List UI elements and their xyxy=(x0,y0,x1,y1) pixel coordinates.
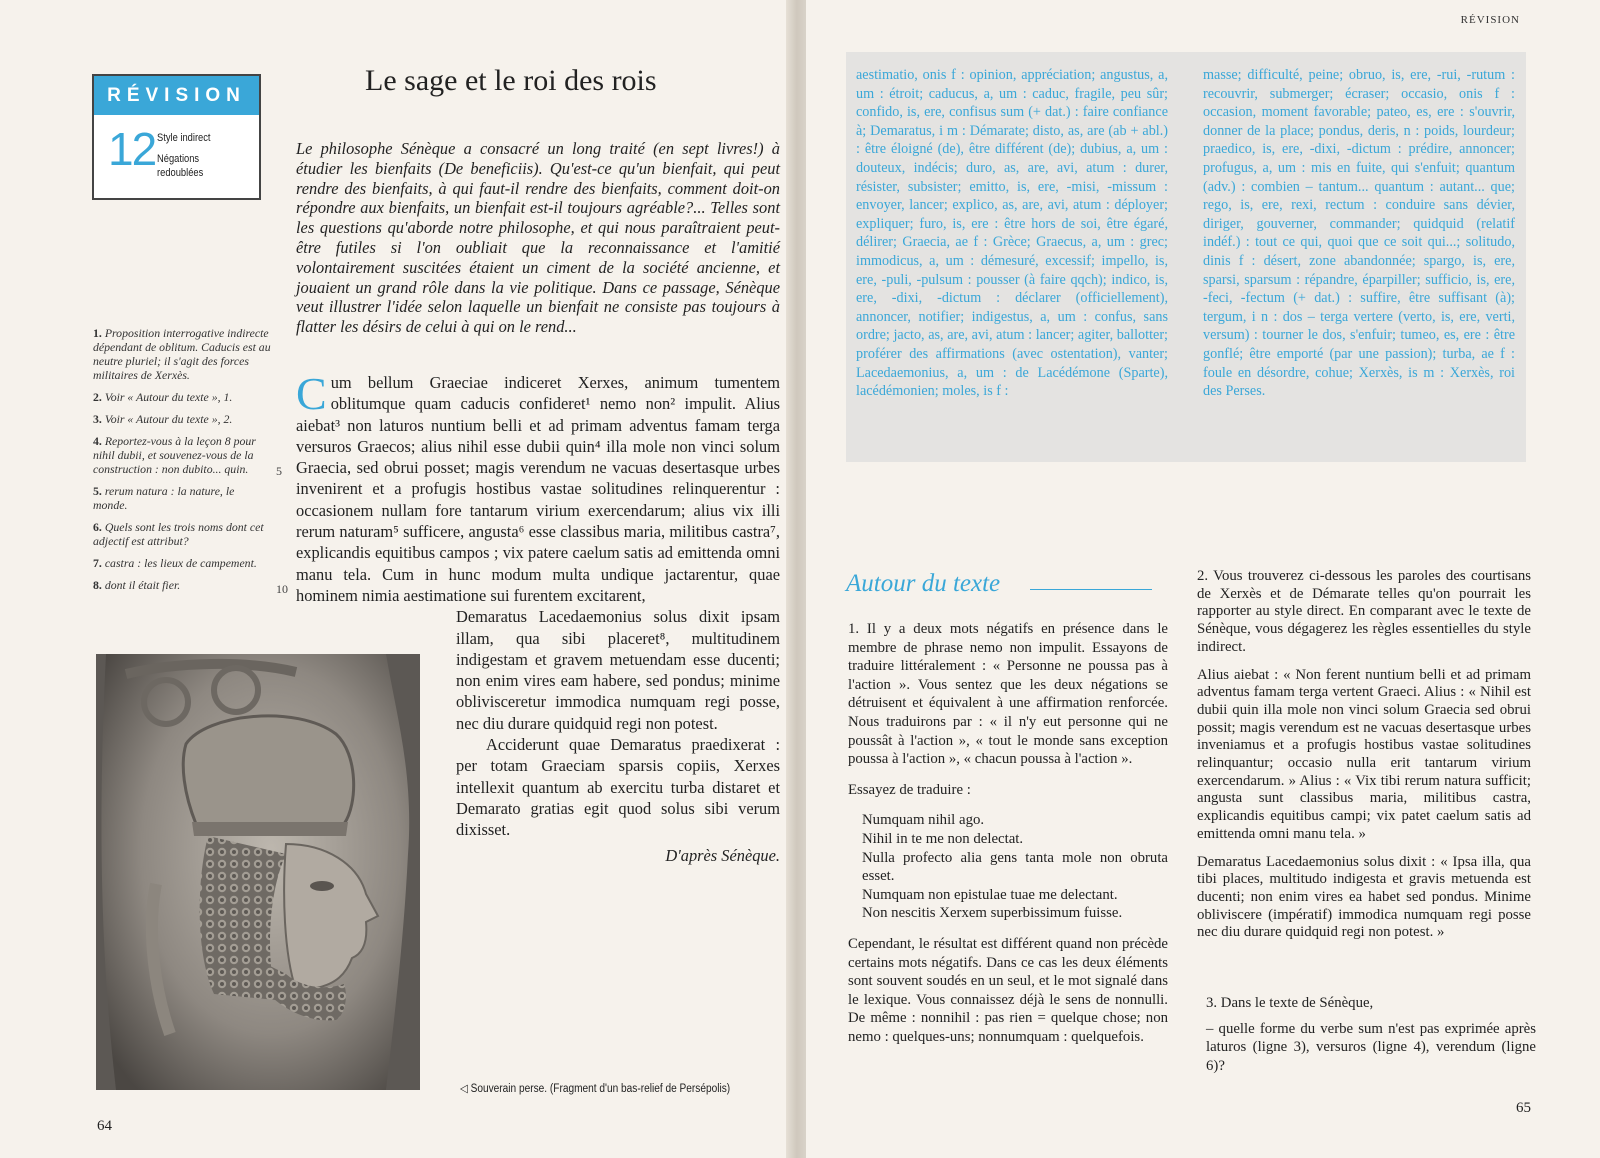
question-1 xyxy=(848,620,1168,1058)
latin-paragraph-text: um bellum Graeciae indiceret Xerxes, animum tumentem oblitumque quam caducis confideret¹ nemo non² impulit. Alius aiebat³ non laturos nuntium belli et ad primam adventus famam terga versuros Graecos; alius nihil esse dubii quin⁴ illa mole non vinci solum Graecia, sed obrui posset; magis verendum ne vacuas desertasque urbes invenirent et a profugis hostibus vastae solitudines relinquerentur : occasionem nullam fore tantarum virium exercendarum; alius vix illi rerum naturam⁵ sufficere, angusta⁶ esse classibus maria, militibus castra⁷, explicandis equitibus campos ; vix patere caelum satis ad emittenda omni manu tela. Cum in hunc modum multa undique jactarentur, quae hominem nimia aestimatione sui furentem excitarent, xyxy=(296,373,780,605)
footnote-text: Proposition interrogative indirecte dépendant de oblitum. Caducis est au neutre pluriel; il s'agit des forces militaires de Xerxès. xyxy=(93,326,271,382)
exercise-sentence: Non nescitis Xerxem superbissimum fuisse. xyxy=(862,905,1123,922)
exercise-list xyxy=(862,811,1168,923)
footnote xyxy=(93,326,271,382)
footnote-number: 6. xyxy=(93,520,102,534)
footnote-text: Reportez-vous à la leçon 8 pour nihil dubii, et souvenez-vous de la construction : non dubito... quin. xyxy=(93,434,256,476)
footnote-number: 7. xyxy=(93,556,102,570)
question-text: 2. Vous trouverez ci-dessous les paroles des courtisans de Xerxès et de Démarate telles qu'on pourrait les rapporter au style direct. En comparant avec le texte de Sénèque, vous dégagerez les règles essentielles du style indirect. xyxy=(1197,568,1531,655)
question-text: 3. Dans le texte de Sénèque, xyxy=(1206,995,1374,1011)
footnote xyxy=(93,578,271,592)
exercise-sentence: Nulla profecto alia gens tanta mole non obruta esset. xyxy=(862,849,1168,885)
footnote-text: Quels sont les trois noms dont cet adjectif est attribut? xyxy=(93,520,264,548)
drop-cap: C xyxy=(296,368,327,419)
footnote xyxy=(93,412,271,426)
footnote-number: 2. xyxy=(93,390,102,404)
left-page xyxy=(0,0,790,1158)
page-number: 65 xyxy=(1516,1100,1531,1116)
footnote xyxy=(93,484,271,512)
footnote xyxy=(93,520,271,548)
direct-speech: Alius aiebat : « Non ferent nuntium belli et ad primam adventus famam terga vertent Graeci. Alius : « Nihil est dubii quin illa mole non vinci solum Graecia sed obrui possit; magis verendum est ne vacuas desertasque urbes inveniamus et a profugis hostibus vastae solitudines relinquantur; occasio nulla erit tantarum virium exercendarum. » Alius : « Vix tibi rerum natura sufficit; angusta sunt classibus maria, militibus castra, explicandis equitibus campi; vix patet caelum satis ad emittenda omni manu tela. » xyxy=(1197,666,1531,842)
footnote-number: 1. xyxy=(93,326,102,340)
lesson-topic: Négations redoublées xyxy=(157,153,204,179)
lexicon-column: masse; difficulté, peine; obruo, is, ere, -rui, -rutum : recouvrir, submerger; écraser; occasio, onis f : occasion, moment favorable; pateo, es, ere : s'ouvrir, donner de la place; pondus, deris, n : poids, lourdeur; praedico, is, ere, -dixi, -dictum : prédire, annoncer; profugus, a, um : mis en fuite, qui s'enfuit; quantum (adv.) : combien – tantum... quantum : autant... que; rego, is, ere, rexi, rectum : conduire sans dévier, diriger, gouverner, commander; quidquid (relatif indéf.) : tout ce qui, quoi que ce soit qui...; solitudo, dinis f : désert, zone abandonnée; spargo, is, ere, sparsi, sparsum : répandre, éparpiller; sufficio, is, ere, -feci, -fectum (+ dat.) : suffire, être suffisant (à); tergum, i n : dos – terga vertere (verto, is, ere, verti, versum) : tourner le dos, s'enfuir; tumeo, es, ere : être gonflé; être emporté (par une passion); turba, ae f : foule en désordre, cohue; Xerxès, is m : Xerxès, roi des Perses. xyxy=(1203,67,1515,400)
footnote xyxy=(93,556,271,570)
footnote xyxy=(93,434,271,476)
revision-box xyxy=(92,74,261,200)
footnote-text: castra : les lieux de campement. xyxy=(104,556,257,570)
exercise-sentence: Numquam non epistulae tuae me delectant. xyxy=(862,886,1118,903)
lesson-topic: Style indirect xyxy=(157,132,211,144)
lesson-number: 12 xyxy=(108,123,156,175)
footnote-number: 8. xyxy=(93,578,102,592)
footnote-text: rerum natura : la nature, le monde. xyxy=(93,484,235,512)
footnotes xyxy=(93,326,271,600)
intro-paragraph: Le philosophe Sénèque a consacré un long traité (en sept livres!) à étudier les bienfaits (De beneficiis). Qu'est-ce qu'un bienfait, qui peut rendre des bienfaits, à qui faut-il rendre des bienfaits, comment doit-on répondre aux bienfaits, un bienfait est-il toujours agréable?... Telles sont les questions qu'aborde notre philosophe, et qui nous paraîtraient peut-être futiles si l'on oubliait que la reconnaissance et l'amitié volontairement suscitées étaient un ciment de la société ancienne, et jouaient un grand rôle dans la vie politique. Dans ce passage, Sénèque veut illustrer l'idée selon laquelle un bienfait ne consiste pas toujours à flatter les désirs de celui à qui on le rend... xyxy=(296,139,780,337)
footnote-number: 5. xyxy=(93,484,102,498)
heading-rule xyxy=(1030,589,1152,590)
footnote-number: 4. xyxy=(93,434,102,448)
latin-paragraph xyxy=(296,368,780,606)
question-2 xyxy=(1197,568,1531,952)
question-item: – quelle forme du verbe sum n'est pas exprimée après laturos (ligne 3), versuros (ligne 4), verendum (ligne 6)? xyxy=(1206,1021,1536,1074)
page-title: Le sage et le roi des rois xyxy=(365,64,657,97)
running-head: RÉVISION xyxy=(1460,14,1520,26)
question-text: 1. Il y a deux mots négatifs en présence dans le membre de phrase nemo non impulit. Essayons de traduire littéralement : « Personne ne poussa pas à l'action ». Vous sentez que les deux négations se détruisent et équivalent à une affirmation renforcée. Nous traduirons par : « il n'y eut personne qui ne poussât à l'action », « tout le monde sans exception poussa à l'action », « chacun poussa à l'action ». xyxy=(848,621,1168,768)
footnote-text: Voir « Autour du texte », 2. xyxy=(104,412,233,426)
exercise-sentence: Nihil in te me non delectat. xyxy=(862,830,1024,847)
question-3 xyxy=(1206,994,1536,1083)
direct-speech: Demaratus Lacedaemonius solus dixit : « Ipsa illa, qua tibi places, multitudo indigesta et gravis metuenda est ducenti; non enim vires ea habet sed pondus. Minime obliviscere (impératif) immodica numquam regi posse nec diu durare quidquid regi non potest. » xyxy=(1197,853,1531,941)
exercise-prompt: Essayez de traduire : xyxy=(848,781,971,798)
page-number: 64 xyxy=(97,1118,112,1134)
right-page xyxy=(806,0,1600,1158)
lexicon-box xyxy=(846,52,1526,462)
line-number: 5 xyxy=(276,464,282,478)
lexicon-column: aestimatio, onis f : opinion, appréciation; angustus, a, um : étroit; caducus, a, um : caduc, fragile, peu sûr; confido, is, ere, confisus sum (+ dat.) : faire confiance à; Demaratus, i m : Démarate; disto, as, are (ab + abl.) : être éloigné (de), être différent (de); dubius, a, um : douteux, indécis; duro, as, are, avi, atum : durer, résister, subsister; emitto, is, ere, -misi, -missum : envoyer, lancer; explico, as, are, avi, atum : déployer; expliquer; furo, is, ere : être hors de soi, être égaré, délirer; Graecia, ae f : Grèce; Graecus, a, um : grec; immodicus, a, um : démesuré, excessif; impello, is, ere, -puli, -pulsum : pousser (à faire qqch); indico, is, ere, -dixi, -dictum : déclarer (officiellement), annoncer, notifier; indigestus, a, um : confus, sans ordre; jacto, as, are, avi, atum : lancer; agiter, ballotter; proférer des affirmations (avec ostentation), vanter; Lacedaemonius, a, um : de Lacédémone (Sparte), lacédémonien; moles, is f : xyxy=(856,67,1168,400)
footnote-text: dont il était fier. xyxy=(104,578,181,592)
revision-label: RÉVISION xyxy=(94,76,259,115)
line-number: 10 xyxy=(276,582,288,596)
footnote-text: Voir « Autour du texte », 1. xyxy=(104,390,233,404)
exercise-sentence: Numquam nihil ago. xyxy=(862,812,985,829)
section-heading: Autour du texte xyxy=(846,570,1001,597)
source-attribution: D'après Sénèque. xyxy=(665,845,780,865)
question-text: Cependant, le résultat est différent quand non précède certains mots négatifs. Dans ce cas les deux éléments sont souvent soudés en un seul, et le mot signalé dans le lexique. Vous connaissez déjà le sens de nonnulli. De même : nonnihil : pas rien = quelque chose; non nemo : quelques-uns; nonnumquam : quelquefois. xyxy=(848,935,1168,1045)
latin-paragraph: Demaratus Lacedaemonius solus dixit ipsam illam, qua sibi placeret⁸, multitudinem indigestam et gravem metuendam esse ducenti; non enim vires eam habere, sed pondus; minime oblivisceretur immodica numquam regi posse, nec diu durare quidquid regi non potest. xyxy=(456,607,780,733)
persian-relief-photo xyxy=(96,654,420,1090)
footnote-number: 3. xyxy=(93,412,102,426)
footnote xyxy=(93,390,271,404)
bas-relief-illustration xyxy=(96,654,420,1090)
latin-paragraph: Acciderunt quae Demaratus praedixerat : per totam Graeciam sparsis copiis, Xerxes intellexit quantum ab exercitu turba distaret et Demarato gratias egit quod solus sibi verum dixisset. xyxy=(456,735,780,840)
image-caption: ◁ Souverain perse. (Fragment d'un bas-relief de Persépolis) xyxy=(460,1083,731,1095)
